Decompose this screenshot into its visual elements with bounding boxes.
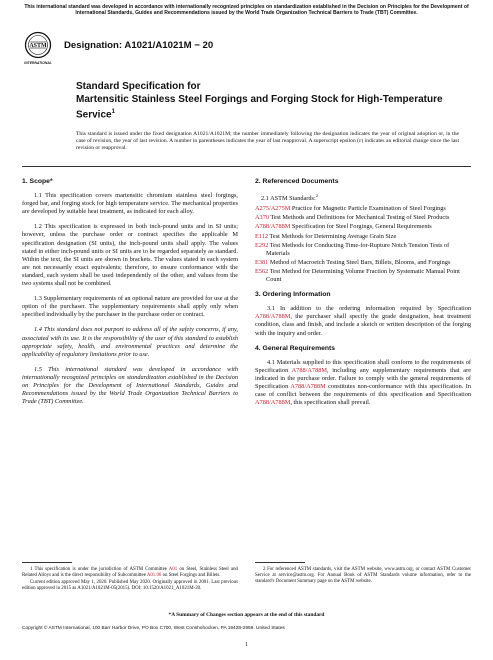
scope-paragraph: 1.1 This specification covers martensitic chromium stainless steel forgings, forged bar, and forging stock for high temperature service. The mechanical properties are developed by suitable heat treatment, as indicated for each alloy. [22, 192, 238, 216]
astm-logo-icon [24, 30, 52, 68]
reference-code-link[interactable]: A370 [255, 214, 269, 222]
reference-code-link[interactable]: A275/A275M [255, 205, 291, 213]
svg-text:INTERNATIONAL: INTERNATIONAL [24, 61, 52, 65]
reference-code-link[interactable]: E112 [255, 232, 269, 240]
copyright-line: Copyright © ASTM International, 100 Barr Harbor Drive, PO Box C700, West Conshohocken, PA 19428-2959. United States [22, 626, 285, 631]
title-main: Martensitic Stainless Steel Forgings and Forging Stock for High-Temperature Service [76, 94, 443, 121]
section-heading-general-requirements: 4. General Requirements [255, 344, 336, 352]
ordering-text: 3.1 In addition to the ordering information required by Specification [267, 305, 471, 313]
designation: Designation: A1021/A1021M − 20 [64, 40, 214, 51]
astm-standards-footnote-mark: 2 [315, 193, 319, 199]
subcommittee-link[interactable]: A01.06 [146, 573, 162, 578]
tbt-notice: This international standard was developed in accordance with internationally recognized principles on standardization established in the Decision on Principles for the Development of International Standards, Guides and Recommendations issued by the World Trade Organization Technical Barriers to Trade (TBT) Committee. [24, 4, 469, 17]
footnote-edition: Current edition approved May 1, 2020. Published May 2020. Originally approved in 2001. Last previous edition approved in 2015 as A1021/A1021M-05(2015). DOI: 10.1520/A1021_A1021M-20. [22, 580, 238, 591]
reference-item [255, 233, 471, 241]
document-title [76, 80, 456, 121]
general-text: , this specification shall prevail. [290, 399, 371, 407]
svg-text:ASTM: ASTM [29, 43, 47, 50]
astm-standards-text: 2.1 ASTM Standards: [261, 195, 316, 203]
reference-title: Test Methods for Conducting Time-for-Rupture Notch Tension Tests of Materials [266, 241, 450, 257]
reference-list [255, 205, 471, 284]
reference-item [255, 268, 471, 284]
footnote-right [255, 562, 471, 586]
footnote-text: 1 This specification is under the jurisdiction of ASTM Committee [30, 567, 169, 572]
general-text: constitutes non-conformance with this specification. In case of conflict between the requirements of this specification and Specification [255, 382, 471, 399]
footnote-text: on Steel, Stainless Steel and Related Alloys and is the direct responsibility of Subcommittee [22, 567, 238, 578]
footnote-text: on Steel Forgings and Billets. [161, 573, 221, 578]
title-footnote-mark: 1 [111, 109, 115, 115]
header-divider [22, 166, 471, 167]
reference-code-link[interactable]: A788/A788M [255, 223, 291, 231]
footnote-1 [22, 567, 238, 579]
spec-link[interactable]: A788/A788M [290, 382, 326, 390]
summary-of-changes-note: *A Summary of Changes section appears at the end of this standard [168, 612, 325, 618]
reference-item [255, 242, 471, 258]
scope-paragraph: 1.2 This specification is expressed in both inch-pound units and in SI units; however, unless the purchase order or contract specifies the applicable M specification designation (SI units), the inch-pound units shall apply. The values stated in either inch-pound units or SI units are to be regarded separately as standard. Within the text, the SI units are shown in brackets. The values stated in each system are not necessarily exact equivalents; therefore, to ensure conformance with the standard, each system shall be used independently of the other, and values from the two systems shall not be combined. [22, 223, 238, 288]
spec-link[interactable]: A788/A788M [255, 399, 291, 407]
section-heading-scope: 1. Scope* [22, 178, 53, 185]
section-heading-ordering-information: 3. Ordering Information [255, 291, 331, 299]
spec-link[interactable]: A788/A788M [291, 366, 327, 374]
section-heading-referenced-documents: 2. Referenced Documents [255, 178, 339, 185]
reference-title: Test Methods and Definitions for Mechanical Testing of Steel Products [269, 214, 450, 222]
reference-title: Test Method for Determining Volume Fraction by Systematic Manual Point Count [266, 267, 460, 284]
scope-paragraph: 1.4 This standard does not purport to address all of the safety concerns, if any, associated with its use. It is the responsibility of the user of this standard to establish appropriate safety, health, and environmental practices and determine the applicability of regulatory limitations prior to use. [22, 326, 238, 358]
footnote-divider [22, 562, 72, 563]
general-paragraph [255, 359, 471, 408]
general-text: 4.1 Materials supplied to this specification shall conform to the requirements of Specification [255, 358, 471, 374]
committee-link[interactable]: A01 [168, 567, 178, 572]
general-text: , including any supplementary requirements that are indicated in the purchase order. Failure to comply with the general requirements of Specification [255, 366, 471, 390]
ordering-text: , the purchaser shall specify the grade designation, heat treatment condition, class and finish, and include a sketch or written description of the forging with the inquiry and order. [255, 313, 471, 337]
ordering-paragraph [255, 305, 471, 337]
reference-title: Test Methods for Determining Average Grain Size [268, 232, 397, 240]
reference-item [255, 205, 471, 213]
reference-code-link[interactable]: E292 [255, 241, 269, 249]
reference-item [255, 223, 471, 231]
title-line-2 [76, 93, 456, 121]
preamble: This standard is issued under the fixed designation A1021/A1021M; the number immediately following the designation indicates the year of original adoption or, in the case of revision, the year of last revision. A number in parentheses indicates the year of last reapproval. A superscript epsilon (ε) indicates an editorial change since the last revision or reapproval. [76, 131, 459, 152]
footnote-divider [255, 562, 305, 563]
footnote-left [22, 562, 238, 593]
reference-item [255, 259, 471, 267]
title-line-1: Standard Specification for [76, 81, 201, 92]
reference-title: Specification for Steel Forgings, General Requirements [290, 223, 432, 231]
left-column [22, 178, 238, 413]
footnote-2: 2 For referenced ASTM standards, visit the ASTM website, www.astm.org, or contact ASTM Customer Service at service@astm.org. For Annual Book of ASTM Standards volume information, refer to the standard's Document Summary page on the ASTM website. [255, 567, 471, 584]
reference-title: Method of Macroetch Testing Steel Bars, Billets, Blooms, and Forgings [268, 258, 451, 266]
astm-logo [24, 30, 52, 68]
reference-title: Practice for Magnetic Particle Examination of Steel Forgings [290, 205, 446, 213]
reference-code-link[interactable]: E562 [255, 267, 269, 275]
reference-code-link[interactable]: E381 [255, 258, 269, 266]
astm-standards-label [255, 192, 471, 203]
spec-link[interactable]: A788/A788M [255, 313, 291, 321]
scope-paragraph: 1.5 This international standard was developed in accordance with internationally recognized principles on standardization established in the Decision on Principles for the Development of International Standards, Guides and Recommendations issued by the World Trade Organization Technical Barriers to Trade (TBT) Committee. [22, 365, 238, 406]
page-number: 1 [245, 642, 248, 648]
scope-paragraph: 1.3 Supplementary requirements of an optional nature are provided for use at the option of the purchaser. The supplementary requirements shall apply only when specified individually by the purchaser in the purchase order or contract. [22, 295, 238, 319]
reference-item [255, 214, 471, 222]
right-column [255, 178, 471, 414]
